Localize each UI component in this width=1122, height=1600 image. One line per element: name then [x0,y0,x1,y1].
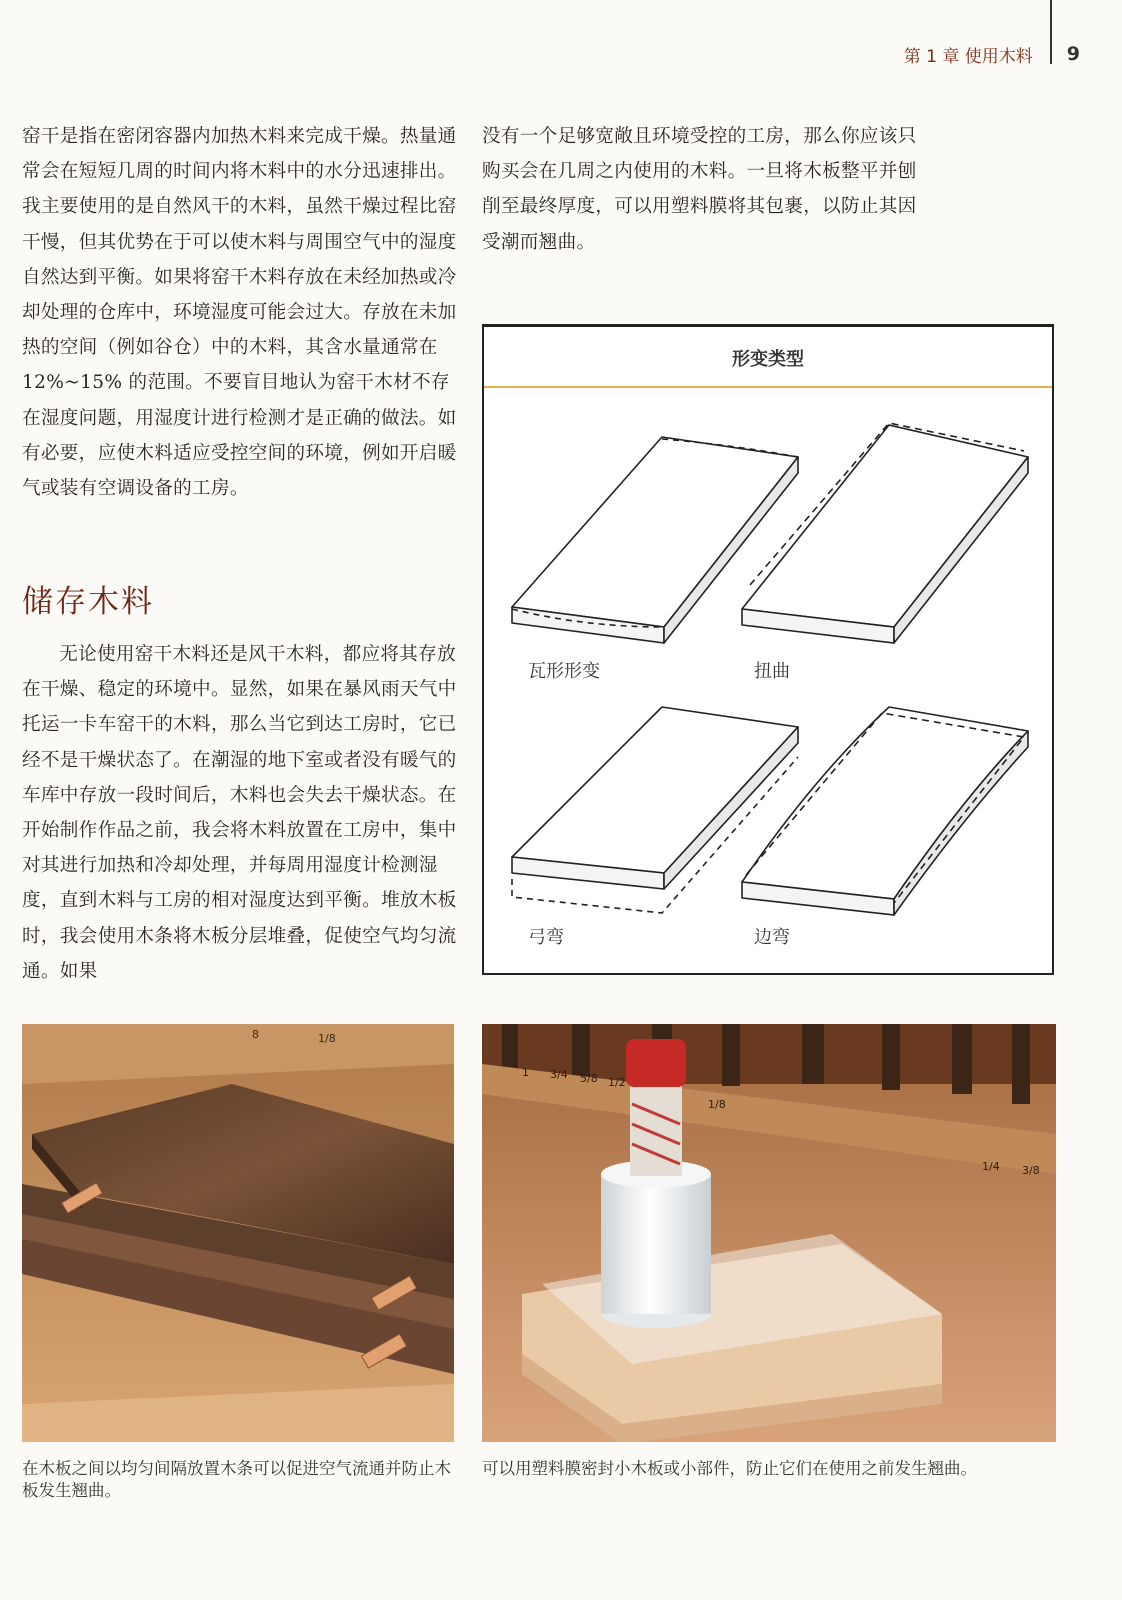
paragraph-kiln-drying: 窑干是指在密闭容器内加热木料来完成干燥。热量通常会在短短几周的时间内将木料中的水分迅速排出。我主要使用的是自然风干的木料，虽然干燥过程比窑干慢，但其优势在于可以使木料与周围空气中的湿度自然达到平衡。如果将窑干木料存放在未经加热或冷却处理的仓库中，环境湿度可能会过大。存放在未加热的空间（例如谷仓）中的木料，其含水量通常在 12%~15% 的范围。不要盲目地认为窑干木材不存在湿度问题，用湿度计进行检测才是正确的做法。如有必要，应使木料适应受控空间的环境，例如开启暖气或装有空调设备的工房。 [22,126,457,500]
warp-illustrations [484,327,1052,973]
label-bow: 弓弯 [528,927,564,948]
diagram-title: 形变类型 [732,349,804,370]
body-text-right [482,119,922,260]
warp-types-diagram [482,324,1054,975]
ruler-mark-left-2: 1/8 [318,1032,336,1045]
ruler-mark-right-7: 3/8 [1022,1164,1040,1177]
body-text-left [22,119,462,506]
caption-left: 在木板之间以均匀间隔放置木条可以促进空气流通并防止木板发生翘曲。 [22,1459,451,1500]
ruler-mark-right-6: 1/4 [982,1160,1000,1173]
section-heading: 储存木料 [22,584,154,620]
label-crook: 边弯 [754,927,790,948]
ruler-mark-right-5: 1/8 [708,1098,726,1111]
header-divider [1050,0,1052,64]
ruler-mark-right-1: 1 [522,1066,529,1079]
ruler-mark-left-1: 8 [252,1028,259,1041]
paragraph-storing-lumber: 无论使用窑干木料还是风干木料，都应将其存放在干燥、稳定的环境中。显然，如果在暴风雨天气中托运一卡车窑干的木料，那么当它到达工房时，它已经不是干燥状态了。在潮湿的地下室或者没有暖气的车库中存放一段时间后，木料也会失去干燥状态。在开始制作作品之前，我会将木料放置在工房中，集中对其进行加热和冷却处理，并每周用湿度计检测湿度，直到木料与工房的相对湿度达到平衡。堆放木板时，我会使用木条将木板分层堆叠，促使空气均匀流通。如果 [22,644,457,982]
label-cup: 瓦形形变 [528,661,600,682]
photo-wrapped-boards [482,1024,1056,1442]
page-header [904,42,1080,66]
label-twist: 扭曲 [754,661,790,682]
chapter-title: 第 1 章 使用木料 [903,46,1033,67]
photo-stacked-boards [22,1024,454,1442]
ruler-mark-right-2: 3/4 [550,1068,568,1081]
caption-right: 可以用塑料膜密封小木板或小部件，防止它们在使用之前发生翘曲。 [482,1459,977,1478]
ruler-mark-right-3: 5/8 [580,1072,598,1085]
ruler-mark-right-4: 1/2 [608,1076,626,1089]
paragraph-continued: 没有一个足够宽敞且环境受控的工房，那么你应该只购买会在几周之内使用的木料。一旦将木板整平并刨削至最终厚度，可以用塑料膜将其包裹，以防止其因受潮而翘曲。 [482,126,917,253]
page-number: 9 [1066,43,1080,65]
section-body [22,637,462,989]
